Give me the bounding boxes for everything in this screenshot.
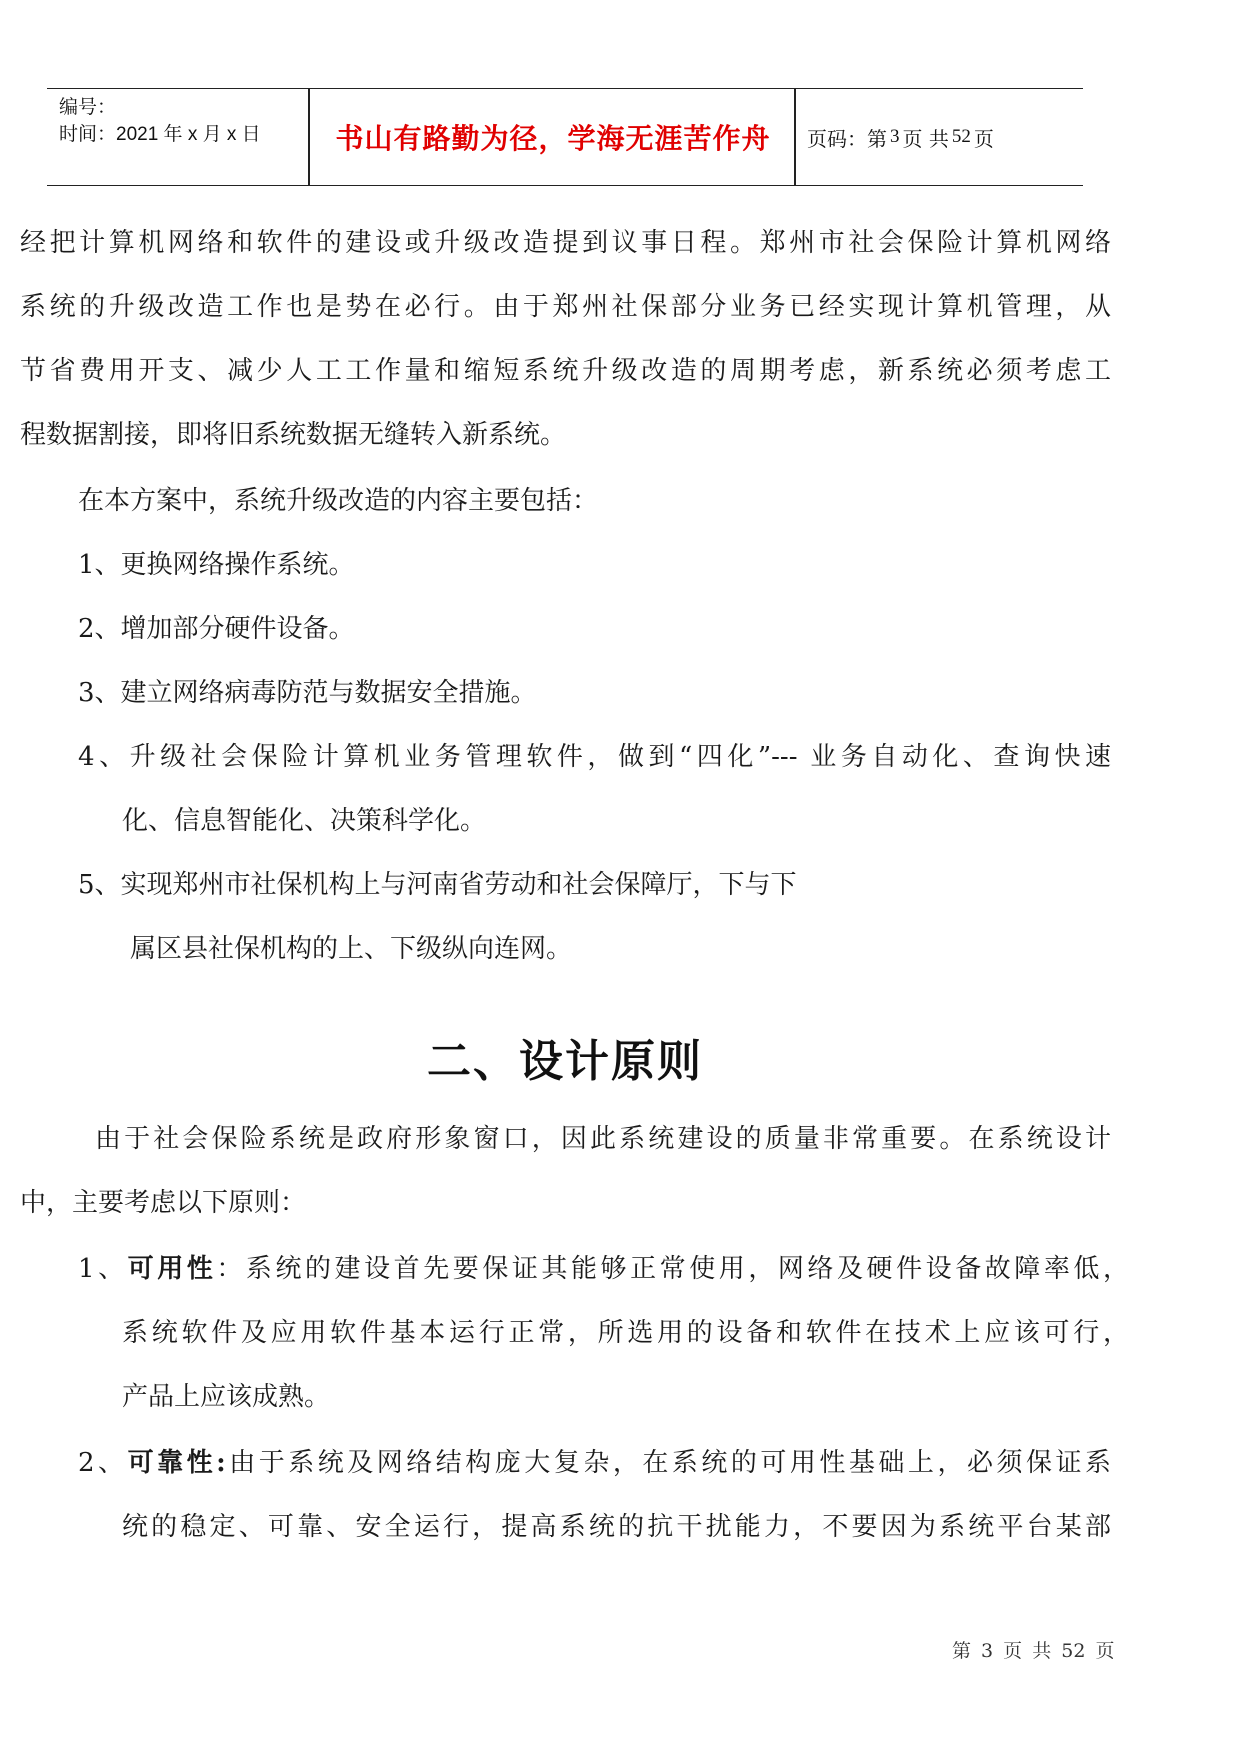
paragraph-line: 经把计算机网络和软件的建设或升级改造提到议事日程。郑州市社会保险计算机网络 bbox=[20, 228, 1111, 258]
principle-title: 可靠性: bbox=[127, 1448, 226, 1478]
list-item-continuation: 化、信息智能化、决策科学化。 bbox=[122, 806, 487, 836]
page-prefix: 页码：第 bbox=[807, 126, 887, 151]
list-item: 5、实现郑州市社保机构上与河南省劳动和社会保障厅，下与下 bbox=[78, 870, 797, 900]
paragraph-line: 中，主要考虑以下原则： bbox=[20, 1188, 307, 1218]
paragraph-line: 程数据割接，即将旧系统数据无缝转入新系统。 bbox=[20, 420, 567, 450]
header-divider bbox=[794, 89, 796, 185]
principle-item bbox=[78, 1431, 1111, 1495]
page-suffix: 页 bbox=[973, 126, 994, 151]
paragraph-line: 由于社会保险系统是政府形象窗口，因此系统建设的质量非常重要。在系统设计 bbox=[95, 1124, 1111, 1154]
principle-text: 由于系统及网络结构庞大复杂，在系统的可用性基础上，必须保证系 bbox=[225, 1448, 1111, 1478]
document-number-label: 编号： bbox=[59, 97, 117, 118]
list-item-continuation: 属区县社保机构的上、下级纵向连网。 bbox=[130, 934, 573, 964]
principle-number: 2、 bbox=[78, 1448, 128, 1478]
section-heading: 二、设计原则 bbox=[427, 1036, 703, 1087]
header-divider bbox=[308, 89, 310, 185]
list-item: 3、建立网络病毒防范与数据安全措施。 bbox=[78, 678, 537, 708]
principle-title: 可用性 bbox=[127, 1254, 217, 1284]
paragraph-line: 系统的升级改造工作也是势在必行。由于郑州社保部分业务已经实现计算机管理，从 bbox=[20, 292, 1111, 322]
list-item: 1、更换网络操作系统。 bbox=[78, 550, 355, 580]
page-total: 52 bbox=[951, 126, 971, 147]
page-header bbox=[47, 88, 1083, 186]
principle-text: 系统的建设首先要保证其能够正常使用，网络及硬件设备故障率低， bbox=[245, 1254, 1129, 1284]
principle-separator: ： bbox=[216, 1254, 246, 1284]
paragraph-line: 节省费用开支、减少人工工作量和缩短系统升级改造的周期考虑，新系统必须考虑工 bbox=[20, 356, 1111, 386]
principle-item bbox=[78, 1237, 1129, 1301]
header-page-info bbox=[807, 89, 994, 185]
header-meta bbox=[59, 94, 261, 148]
principle-continuation: 产品上应该成熟。 bbox=[122, 1382, 331, 1412]
list-item: 4、升级社会保险计算机业务管理软件，做到“四化”--- 业务自动化、查询快速 bbox=[78, 742, 1111, 772]
principle-continuation: 系统软件及应用软件基本运行正常，所选用的设备和软件在技术上应该可行， bbox=[122, 1318, 1129, 1348]
list-item: 2、增加部分硬件设备。 bbox=[78, 614, 355, 644]
page-current: 3 bbox=[890, 126, 900, 147]
principle-continuation: 统的稳定、可靠、安全运行，提高系统的抗干扰能力，不要因为系统平台某部 bbox=[122, 1512, 1111, 1542]
principle-number: 1、 bbox=[78, 1254, 128, 1284]
paragraph-intro: 在本方案中，系统升级改造的内容主要包括： bbox=[78, 486, 599, 516]
page-mid: 页 共 bbox=[902, 126, 949, 151]
page-footer: 第 3 页 共 52 页 bbox=[952, 1640, 1115, 1662]
document-time-label: 时间：2021 年 x 月 x 日 bbox=[59, 124, 261, 145]
header-motto: 书山有路勤为径，学海无涯苦作舟 bbox=[335, 122, 771, 155]
